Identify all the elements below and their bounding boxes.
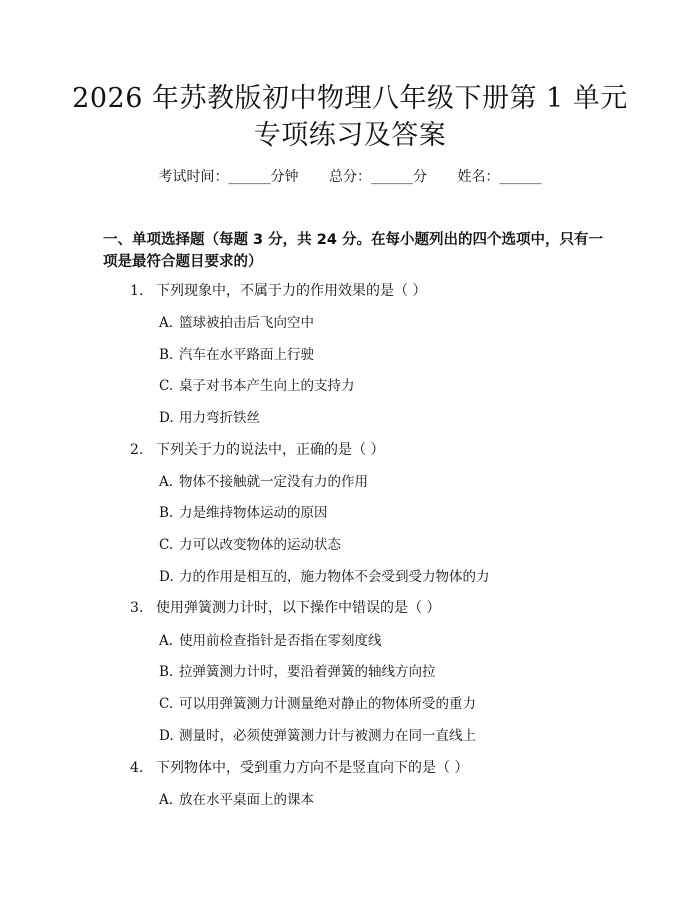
option-letter: C.: [159, 378, 174, 394]
student-name-field: 姓名：______: [457, 169, 542, 185]
option-letter: A.: [159, 315, 174, 331]
option-text: 可以用弹簧测力计测量绝对静止的物体所受的重力: [179, 696, 476, 712]
option-letter: A.: [159, 474, 174, 490]
question-text: 下列关于力的说法中，正确的是（ ）: [156, 442, 385, 458]
option-letter: B.: [159, 347, 174, 363]
option-letter: D.: [159, 569, 174, 585]
option-text: 放在水平桌面上的课本: [179, 792, 314, 808]
option-text: 拉弹簧测力计时，要沿着弹簧的轴线方向拉: [179, 664, 436, 680]
option-text: 桌子对书本产生向上的支持力: [179, 378, 355, 394]
option-text: 测量时，必须使弹簧测力计与被测力在同一直线上: [179, 728, 476, 744]
question-number: 1.: [130, 283, 144, 299]
option-text: 用力弯折铁丝: [179, 410, 260, 426]
option-text: 力的作用是相互的，施力物体不会受到受力物体的力: [179, 569, 490, 585]
exam-meta-line: [0, 168, 700, 186]
question-text: 下列物体中，受到重力方向不是竖直向下的是（ ）: [156, 760, 469, 776]
document-title-line-2: 专项练习及答案: [253, 120, 447, 151]
option-letter: D.: [159, 728, 174, 744]
option-letter: B.: [159, 505, 174, 521]
option-text: 力可以改变物体的运动状态: [179, 537, 341, 553]
document-title-line-1: 2026 年苏教版初中物理八年级下册第 1 单元: [72, 83, 628, 114]
option-text: 篮球被拍击后飞向空中: [179, 315, 314, 331]
option-text: 力是维持物体运动的原因: [179, 505, 328, 521]
question-text: 下列现象中，不属于力的作用效果的是（ ）: [156, 283, 427, 299]
section-heading: 一、单项选择题（每题 3 分，共 24 分。在每小题列出的四个选项中，只有一项是最符合题目要求的）: [103, 232, 603, 270]
question-number: 4.: [130, 760, 144, 776]
total-score-field: 总分：______分: [329, 169, 427, 185]
option-letter: B.: [159, 664, 174, 680]
option-letter: A.: [159, 792, 174, 808]
option-text: 汽车在水平路面上行驶: [179, 347, 314, 363]
question-text: 使用弹簧测力计时，以下操作中错误的是（ ）: [156, 600, 441, 616]
option-text: 使用前检查指针是否指在零刻度线: [179, 633, 382, 649]
option-letter: A.: [159, 633, 174, 649]
question-number: 3.: [130, 600, 144, 616]
question-number: 2.: [130, 442, 144, 458]
option-letter: C.: [159, 537, 174, 553]
exam-time-field: 考试时间：______分钟: [158, 169, 299, 185]
option-text: 物体不接触就一定没有力的作用: [179, 474, 368, 490]
option-letter: D.: [159, 410, 174, 426]
option-letter: C.: [159, 696, 174, 712]
